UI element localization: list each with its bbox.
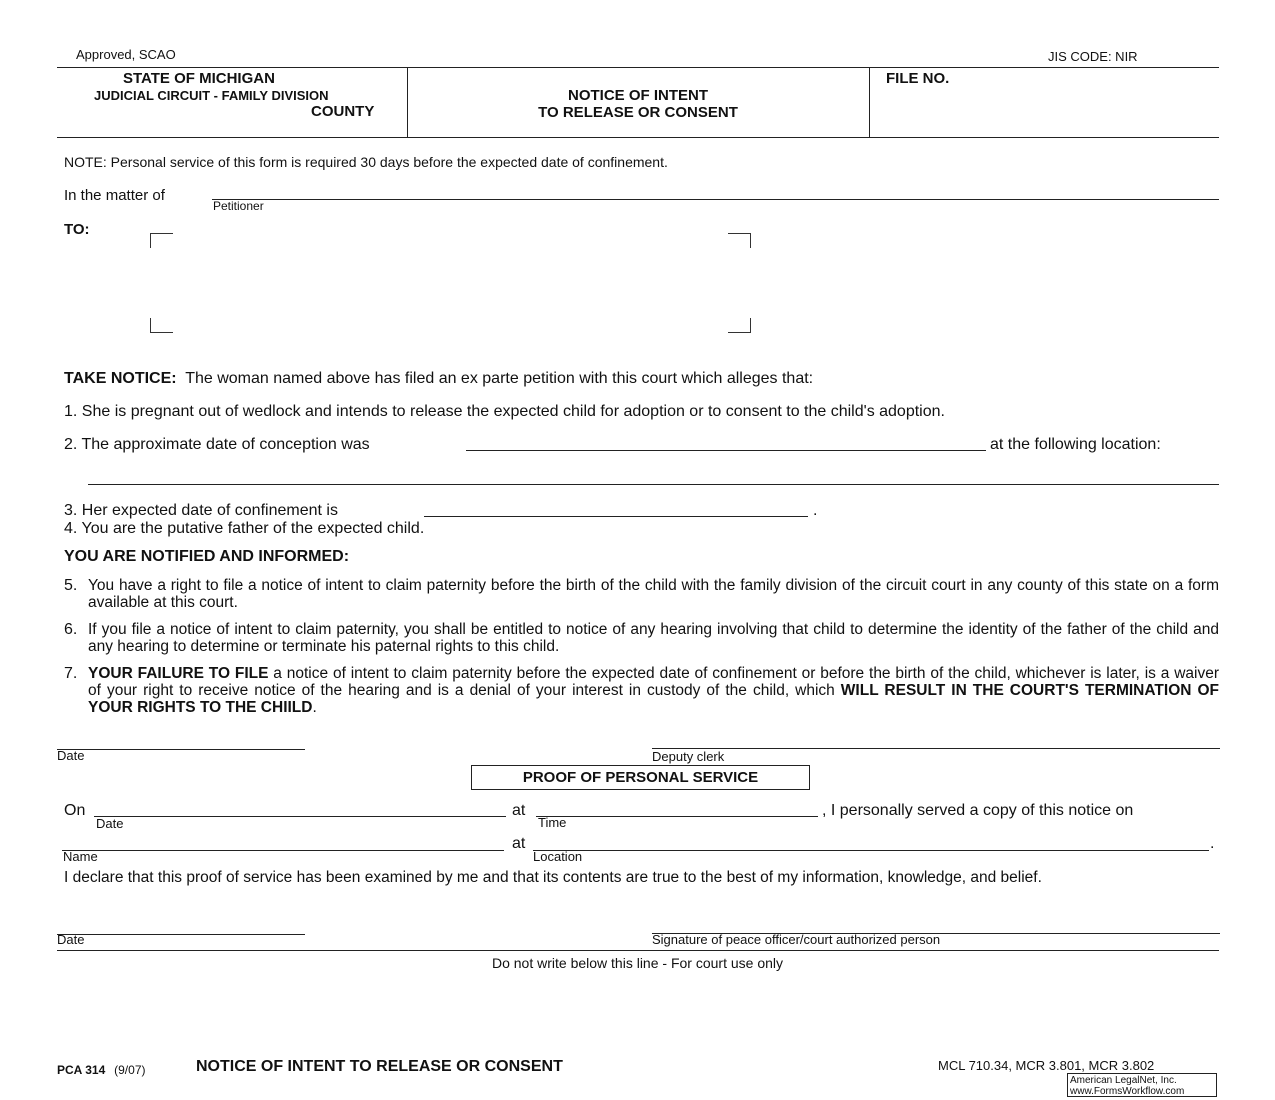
petitioner-caption: Petitioner bbox=[213, 199, 264, 213]
deputy-clerk-caption: Deputy clerk bbox=[652, 749, 725, 764]
item-6-number: 6. bbox=[64, 621, 78, 638]
item-3-period: . bbox=[813, 502, 818, 519]
service-location-field[interactable] bbox=[533, 850, 1209, 851]
conception-location-field[interactable] bbox=[88, 484, 1219, 485]
proof-date-field[interactable] bbox=[57, 934, 305, 935]
header-bottom-rule bbox=[57, 137, 1219, 138]
address-field[interactable] bbox=[160, 240, 720, 325]
file-no-field[interactable] bbox=[985, 70, 1215, 130]
footer-title: NOTICE OF INTENT TO RELEASE OR CONSENT bbox=[196, 1058, 563, 1075]
item-7-body: a notice of intent to claim paternity before the expected date of confinement or before the birth of the child, whichever is later, is a waiver of your right to receive notice of the hearing and is a denial of your interest in custody of the child, which bbox=[88, 665, 1219, 699]
service-date-field[interactable] bbox=[94, 816, 506, 817]
jis-code: JIS CODE: NIR bbox=[1048, 49, 1138, 64]
proof-title: PROOF OF PERSONAL SERVICE bbox=[471, 765, 810, 790]
legalnet-badge bbox=[1067, 1073, 1217, 1097]
proof-on-label: On bbox=[64, 802, 86, 819]
form-title-line1: NOTICE OF INTENT bbox=[568, 87, 708, 104]
approved-label: Approved, SCAO bbox=[76, 47, 176, 62]
court-use-notice: Do not write below this line - For court use only bbox=[491, 955, 783, 971]
header-top-rule bbox=[57, 67, 1219, 68]
service-time-field[interactable] bbox=[536, 816, 818, 817]
item-7-number: 7. bbox=[64, 665, 78, 682]
item-2-text: 2. The approximate date of conception was bbox=[64, 436, 370, 453]
item-7-bold-termination: WILL RESULT IN THE COURT'S TERMINATION OF YOUR RIGHTS TO THE CHIILD bbox=[88, 682, 1219, 716]
footer-citations: MCL 710.34, MCR 3.801, MCR 3.802 bbox=[938, 1058, 1155, 1073]
proof-at-label-2: at bbox=[512, 835, 526, 852]
address-corner-br bbox=[728, 318, 751, 333]
deputy-clerk-field[interactable] bbox=[652, 748, 1220, 749]
served-text: , I personally served a copy of this notice on bbox=[822, 802, 1134, 819]
take-notice-label: TAKE NOTICE: bbox=[64, 370, 177, 387]
court-use-rule bbox=[57, 950, 1219, 951]
location-period: . bbox=[1210, 835, 1215, 852]
header-divider-2 bbox=[869, 67, 870, 137]
take-notice bbox=[64, 370, 813, 388]
form-title-line2: TO RELEASE OR CONSENT bbox=[538, 104, 738, 121]
item-7-bold-lead: YOUR FAILURE TO FILE bbox=[88, 665, 269, 682]
legalnet-url[interactable]: www.FormsWorkflow.com bbox=[1070, 1086, 1185, 1097]
item-6: If you file a notice of intent to claim paternity, you shall be entitled to notice of any hearing involving that child to determine the identity of the father of the child and any hearing to determine or terminate his paternal rights to this child. bbox=[88, 621, 1219, 655]
served-name-caption: Name bbox=[63, 849, 98, 864]
declaration-text: I declare that this proof of service has been examined by me and that its contents are true to the best of my information, knowledge, and belief. bbox=[64, 869, 1042, 886]
item-5: You have a right to file a notice of intent to claim paternity before the birth of the child with the family division of the circuit court in any county of this state on a form available at this court. bbox=[88, 577, 1219, 611]
to-label: TO: bbox=[64, 221, 90, 238]
item-7 bbox=[88, 665, 1219, 716]
proof-at-label-1: at bbox=[512, 802, 526, 819]
proof-date-caption: Date bbox=[57, 932, 85, 947]
notice-date-caption: Date bbox=[57, 748, 85, 763]
county-label: COUNTY bbox=[311, 103, 375, 120]
item-5-number: 5. bbox=[64, 577, 78, 594]
conception-date-field[interactable] bbox=[466, 450, 986, 451]
notified-heading: YOU ARE NOTIFIED AND INFORMED: bbox=[64, 548, 350, 565]
file-no-label: FILE NO. bbox=[886, 70, 950, 87]
service-date-caption: Date bbox=[96, 816, 124, 831]
item-2-location-text: at the following location: bbox=[990, 436, 1161, 453]
item-7-period: . bbox=[312, 699, 317, 716]
service-location-caption: Location bbox=[533, 849, 583, 864]
legalnet-brand: American LegalNet, Inc. bbox=[1070, 1075, 1177, 1086]
item-3-text: 3. Her expected date of confinement is bbox=[64, 502, 338, 519]
note-text: NOTE: Personal service of this form is required 30 days before the expected date of confinement. bbox=[64, 154, 668, 170]
circuit-label: JUDICIAL CIRCUIT - FAMILY DIVISION bbox=[94, 88, 329, 103]
item-1: 1. She is pregnant out of wedlock and intends to release the expected child for adoption or to consent to the child's adoption. bbox=[64, 403, 945, 420]
footer-form-id bbox=[57, 1061, 146, 1079]
form-number: PCA 314 bbox=[57, 1063, 106, 1077]
confinement-date-field[interactable] bbox=[424, 516, 808, 517]
served-name-field[interactable] bbox=[62, 850, 504, 851]
service-time-caption: Time bbox=[538, 815, 567, 830]
matter-label: In the matter of bbox=[64, 187, 165, 204]
form-revision: (9/07) bbox=[114, 1063, 146, 1077]
petitioner-field[interactable] bbox=[212, 199, 1219, 200]
item-4: 4. You are the putative father of the expected child. bbox=[64, 520, 425, 537]
take-notice-text: The woman named above has filed an ex parte petition with this court which alleges that: bbox=[185, 370, 814, 387]
address-corner-tr bbox=[728, 233, 751, 248]
officer-signature-caption: Signature of peace officer/court authorized person bbox=[652, 932, 941, 947]
notice-date-field[interactable] bbox=[57, 749, 305, 750]
state-label: STATE OF MICHIGAN bbox=[123, 70, 275, 87]
